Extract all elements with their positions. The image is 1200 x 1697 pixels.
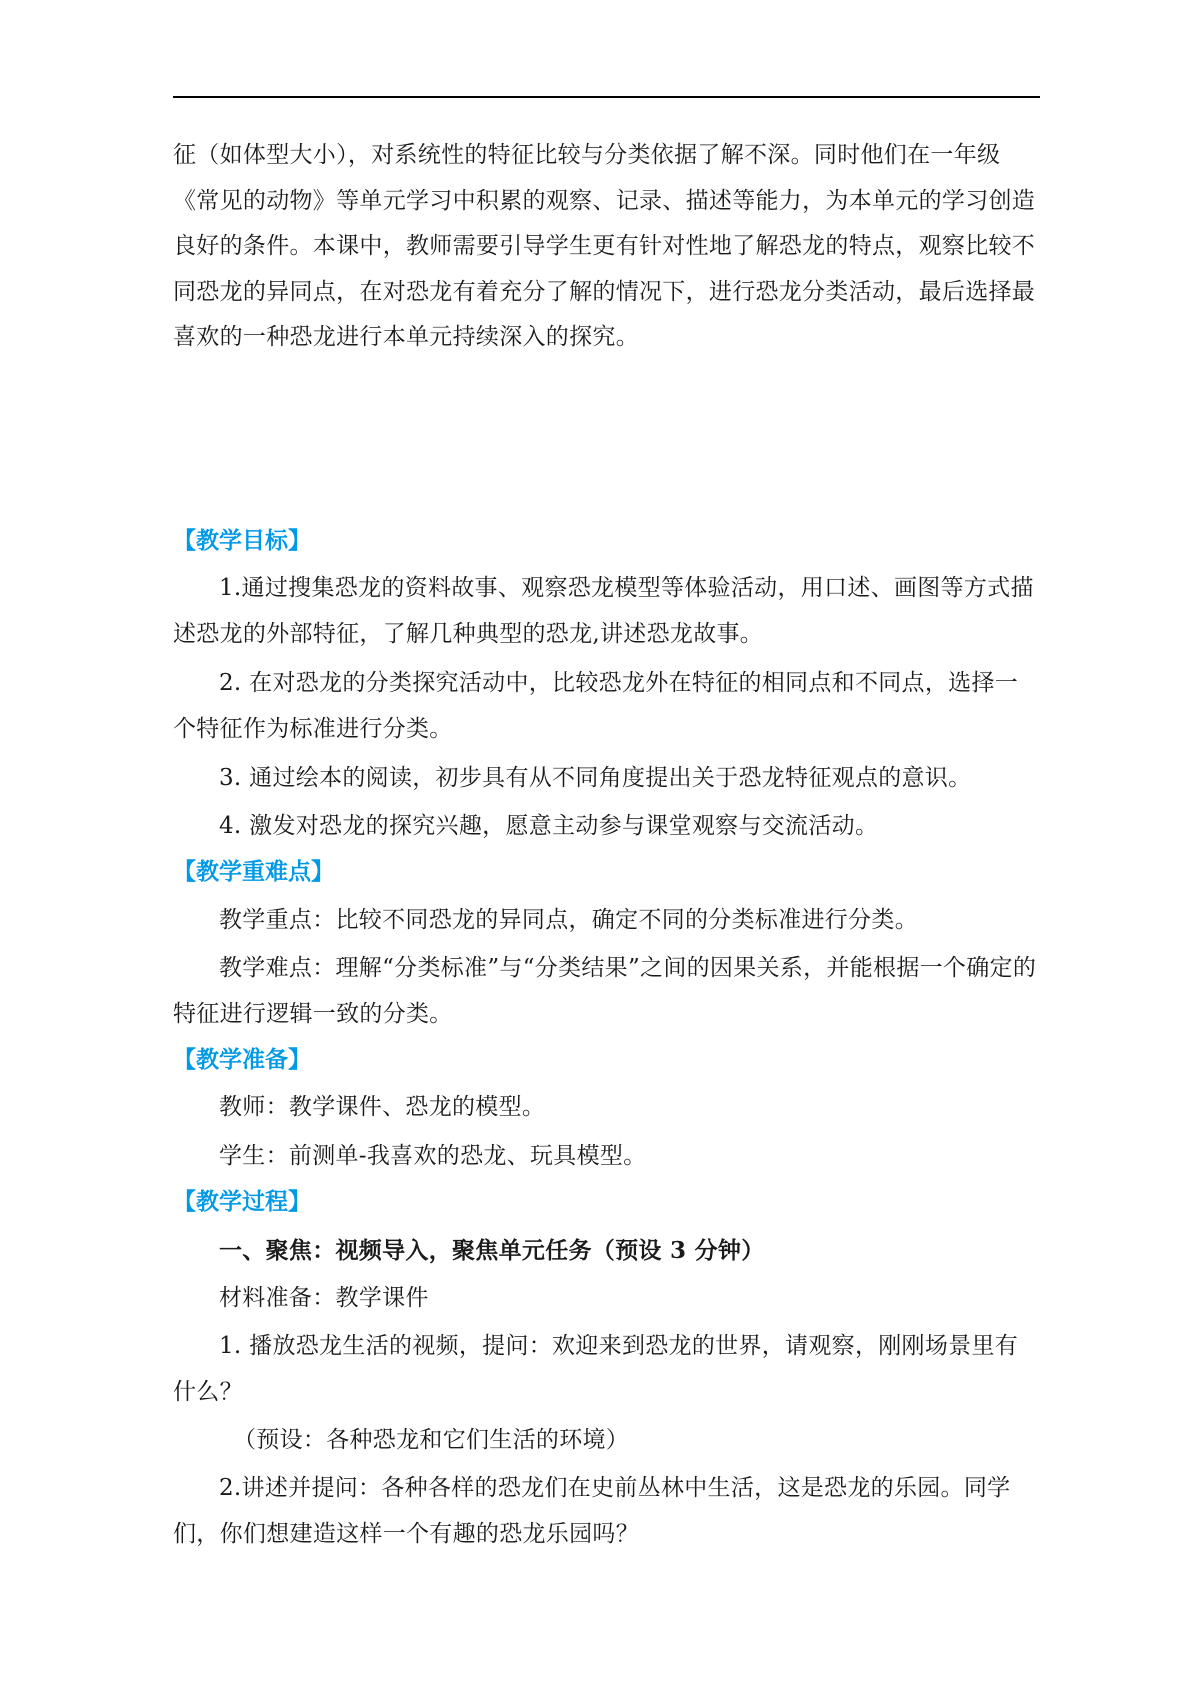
goal-item-4: 4. 激发对恐龙的探究兴趣，愿意主动参与课堂观察与交流活动。	[219, 813, 879, 839]
key-focus: 教学重点：比较不同恐龙的异同点，确定不同的分类标准进行分类。	[219, 907, 918, 933]
header-rule	[173, 96, 1040, 98]
goal-item-3: 3. 通过绘本的阅读，初步具有从不同角度提出关于恐龙特征观点的意识。	[219, 765, 972, 791]
process-preset: （预设：各种恐龙和它们生活的环境）	[233, 1427, 630, 1453]
preparation-heading: 【教学准备】	[173, 1046, 311, 1073]
process-step-1: 1. 播放恐龙生活的视频，提问：欢迎来到恐龙的世界，请观察，刚刚场景里有什么？	[173, 1333, 1019, 1405]
key-difficulty: 教学难点：理解“分类标准”与“分类结果”之间的因果关系，并能根据一个确定的特征进行逻辑一致的分类。	[173, 955, 1037, 1027]
prep-student: 学生：前测单-我喜欢的恐龙、玩具模型。	[219, 1143, 647, 1169]
process-materials: 材料准备：教学课件	[219, 1285, 429, 1311]
goal-item-1: 1.通过搜集恐龙的资料故事、观察恐龙模型等体验活动，用口述、画图等方式描述恐龙的外部特征，了解几种典型的恐龙,讲述恐龙故事。	[173, 575, 1034, 647]
process-section-1: 一、聚焦：视频导入，聚焦单元任务（预设 3 分钟）	[219, 1237, 765, 1264]
process-heading: 【教学过程】	[173, 1188, 311, 1215]
prep-teacher: 教师：教学课件、恐龙的模型。	[219, 1094, 546, 1120]
process-step-2: 2.讲述并提问：各种各样的恐龙们在史前丛林中生活，这是恐龙的乐园。同学们，你们想建造这样一个有趣的恐龙乐园吗？	[173, 1475, 1011, 1547]
keypoints-heading: 【教学重难点】	[173, 858, 334, 885]
goal-item-2: 2. 在对恐龙的分类探究活动中，比较恐龙外在特征的相同点和不同点，选择一个特征作为标准进行分类。	[173, 670, 1019, 742]
goals-heading: 【教学目标】	[173, 527, 311, 554]
intro-paragraph: 征（如体型大小），对系统性的特征比较与分类依据了解不深。同时他们在一年级《常见的动物》等单元学习中积累的观察、记录、描述等能力，为本单元的学习创造良好的条件。本课中，教师需要引导学生更有针对性地了解恐龙的特点，观察比较不同恐龙的异同点，在对恐龙有着充分了解的情况下，进行恐龙分类活动，最后选择最喜欢的一种恐龙进行本单元持续深入的探究。	[173, 142, 1036, 350]
